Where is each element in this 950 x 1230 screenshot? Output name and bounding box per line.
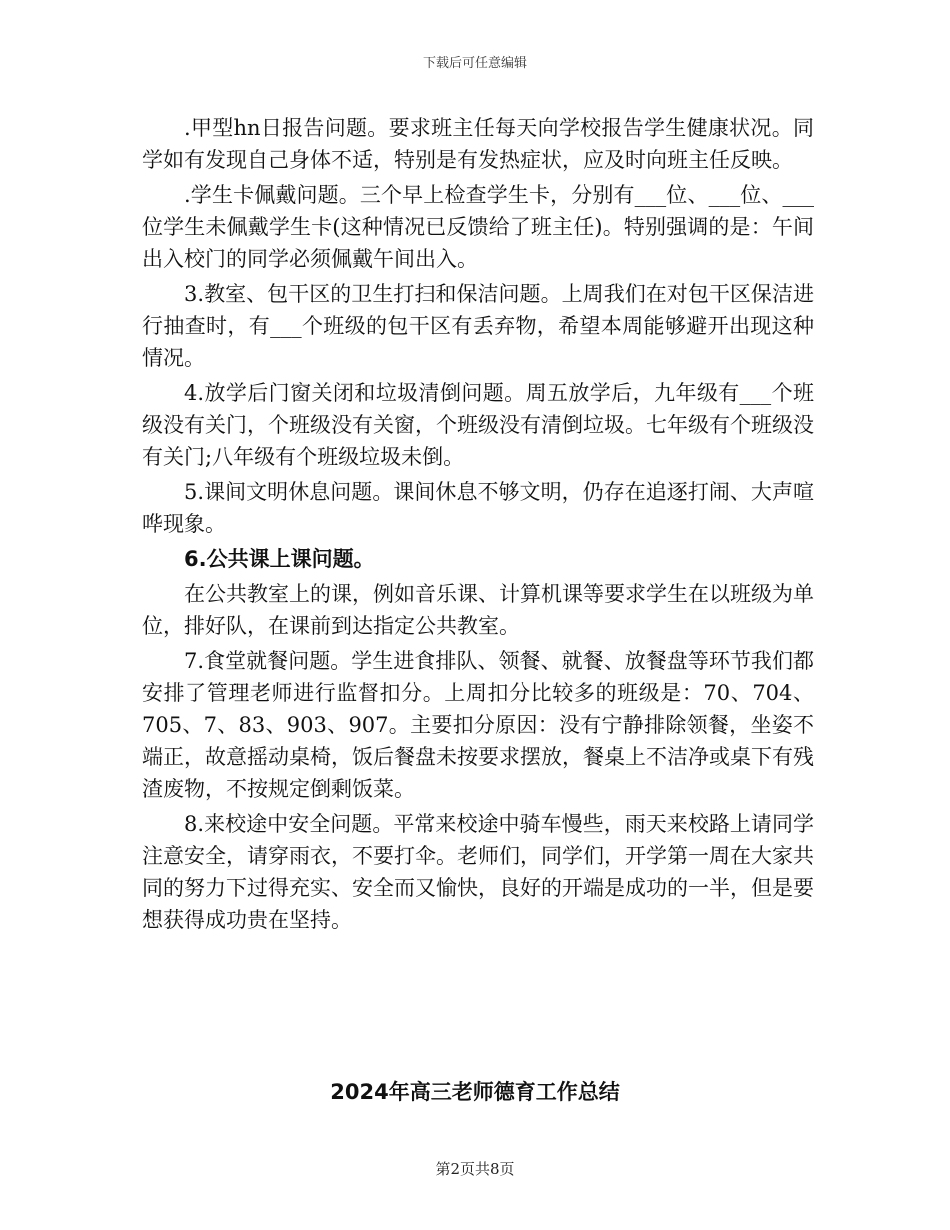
paragraph-8: 8.来校途中安全问题。平常来校途中骑车慢些，雨天来校路上请同学注意安全，请穿雨衣，不要打伞。老师们，同学们，开学第一周在大家共同的努力下过得充实、安全而又愉快，良好的开端是成功的一半，但是要想获得成功贵在坚持。	[142, 812, 814, 932]
paragraph-1: .甲型hn日报告问题。要求班主任每天向学校报告学生健康状况。同学如有发现自己身体不适，特别是有发热症状，应及时向班主任反映。	[142, 116, 814, 172]
paragraph-6-body: 在公共教室上的课，例如音乐课、计算机课等要求学生在以班级为单位，排好队，在课前到达指定公共教室。	[142, 582, 814, 638]
paragraph-6-heading: 6.公共课上课问题。	[184, 547, 375, 571]
section-title: 2024年高三老师德育工作总结	[330, 1080, 620, 1104]
page-footer: 第2页共8页	[435, 1160, 515, 1178]
page-header: 下载后可任意编辑	[422, 56, 527, 71]
paragraph-2: .学生卡佩戴问题。三个早上检查学生卡，分别有___位、___位、___位学生未佩戴学生卡(这种情况已反馈给了班主任)。特别强调的是：午间出入校门的同学必须佩戴午间出入。	[142, 183, 814, 271]
paragraph-7: 7.食堂就餐问题。学生进食排队、领餐、就餐、放餐盘等环节我们都安排了管理老师进行监督扣分。上周扣分比较多的班级是：70、704、705、7、83、903、907。主要扣分原因：没有宁静排除领餐，坐姿不端正，故意摇动桌椅，饭后餐盘未按要求摆放，餐桌上不洁净或桌下有残渣废物，不按规定倒剩饭菜。	[142, 649, 814, 801]
paragraph-4: 4.放学后门窗关闭和垃圾清倒问题。周五放学后，九年级有___个班级没有关门，个班级没有关窗，个班级没有清倒垃圾。七年级有个班级没有关门;八年级有个班级垃圾未倒。	[142, 381, 814, 469]
paragraph-5: 5.课间文明休息问题。课间休息不够文明，仍存在追逐打闹、大声喧哗现象。	[142, 480, 814, 536]
paragraph-3: 3.教室、包干区的卫生打扫和保洁问题。上周我们在对包干区保洁进行抽查时，有___个班级的包干区有丢弃物，希望本周能够避开出现这种情况。	[142, 282, 814, 370]
document-body	[142, 112, 814, 939]
